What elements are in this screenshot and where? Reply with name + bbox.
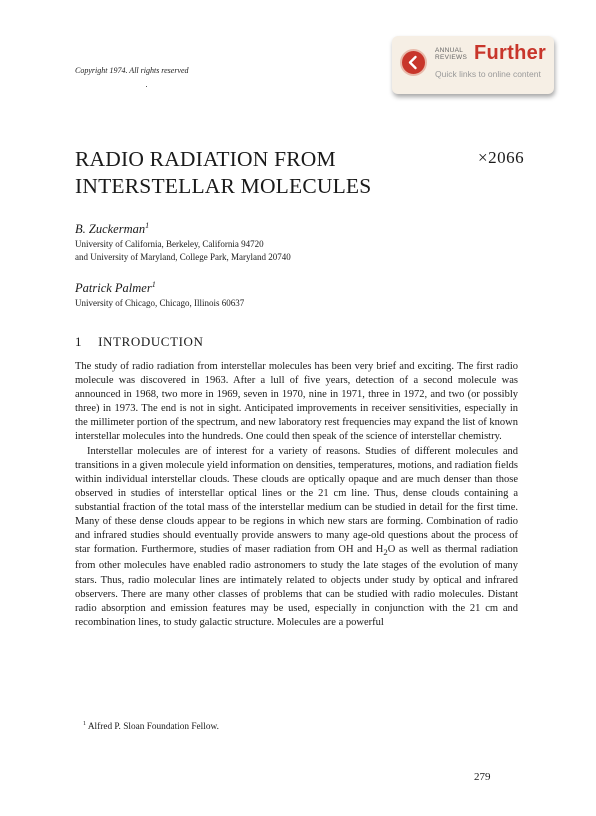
body-text bbox=[75, 360, 518, 630]
footnote-mark: 1 bbox=[83, 720, 87, 727]
paragraph bbox=[75, 445, 518, 630]
title-line-1: RADIO RADIATION FROM bbox=[75, 147, 336, 171]
page-number: 279 bbox=[474, 771, 491, 783]
further-annual: ANNUAL bbox=[435, 47, 464, 54]
article-number: ×2066 bbox=[478, 148, 525, 167]
author-2-affiliation bbox=[75, 297, 244, 310]
author-2-name: Patrick Palmer bbox=[75, 281, 152, 295]
copyright-notice: Copyright 1974. All rights reserved bbox=[75, 66, 189, 75]
further-annual-reviews-label bbox=[435, 47, 467, 61]
further-wordmark: Further bbox=[474, 42, 547, 64]
further-subtitle: Quick links to online content bbox=[435, 69, 541, 79]
author-name bbox=[75, 281, 156, 296]
paragraph-text: O as well as thermal radiation from other molecules have enabled radio astronomers to study the late stages of the evolution of many stars. Thus, radio molecular lines are intimately related to objects under study by optical and infrared observers. There are many other classes of problems that can be studied with radio molecules. Distant radio absorption and emission features may be used, especially in conjunction with the 21 cm and recombination lines, to study galactic structure. Molecules are a powerful bbox=[75, 544, 518, 628]
author-1-affiliation bbox=[75, 238, 291, 263]
further-badge[interactable] bbox=[392, 36, 554, 94]
paragraph: The study of radio radiation from interstellar molecules has been very brief and exciting. The first radio molecule was discovered in 1963. After a lull of five years, detection of a second molecule was announced in 1968, two more in 1969, seven in 1970, nine in 1971, three in 1972, and two (or possibly three) in 1973. The end is not in sight. Anticipated improvements in receiver sensitivities, especially in the millimeter portion of the spectrum, and new laboratory rest frequencies may expand the list of known interstellar molecules into the hundreds. One could then speak of the science of interstellar chemistry. bbox=[75, 361, 518, 443]
author-1-footnote-mark: 1 bbox=[145, 220, 150, 230]
title-line-2: INTERSTELLAR MOLECULES bbox=[75, 174, 372, 198]
author-name bbox=[75, 222, 149, 237]
affiliation-line: University of Chicago, Chicago, Illinois 60637 bbox=[75, 298, 245, 308]
subscript: 2 bbox=[383, 547, 388, 558]
footnote bbox=[83, 722, 219, 732]
further-reviews: REVIEWS bbox=[435, 54, 468, 61]
section-number: 1 bbox=[75, 334, 83, 349]
further-arrow-icon bbox=[400, 49, 427, 76]
affiliation-line: and University of Maryland, College Park, Maryland 20740 bbox=[75, 251, 291, 262]
footnote-text: Alfred P. Sloan Foundation Fellow. bbox=[87, 722, 219, 732]
speck bbox=[146, 86, 147, 87]
section-title: INTRODUCTION bbox=[98, 334, 204, 349]
section-heading bbox=[75, 334, 204, 350]
author-2-footnote-mark: 1 bbox=[151, 279, 156, 289]
author-1-name: B. Zuckerman bbox=[75, 222, 146, 236]
article-title bbox=[75, 146, 371, 200]
paragraph-text: Interstellar molecules are of interest for a variety of reasons. Studies of different molecules and transitions in a given molecule yield information on densities, temperatures, motions, and radiation fields within individual interstellar clouds. These clouds are optically opaque and are much denser than those observed in studies of interstellar optical lines or the 21 cm line. Thus, dense clouds containing a substantial fraction of the total mass of the interstellar medium can be studied in detail for the first time. Many of these dense clouds appear to be regions in which new stars are forming. Combination of radio and infrared studies should eventually provide answers to many age-old questions about the process of star formation. Furthermore, studies of maser radiation from OH and H bbox=[75, 445, 518, 556]
affiliation-line: University of California, Berkeley, California 94720 bbox=[75, 239, 264, 249]
